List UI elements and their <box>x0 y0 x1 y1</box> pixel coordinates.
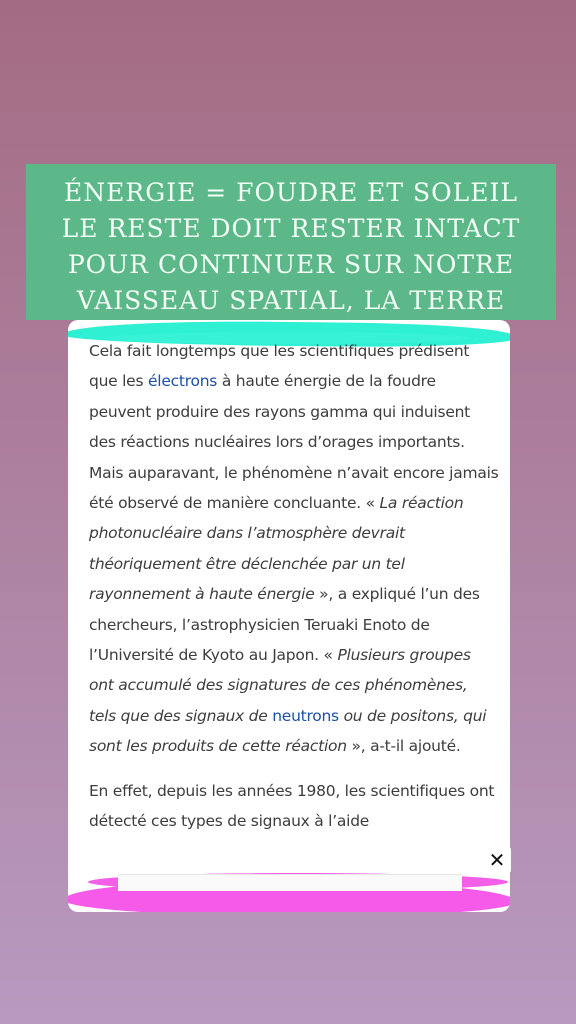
ad-banner-strip <box>118 874 462 891</box>
electrons-link[interactable]: électrons <box>147 372 218 391</box>
neutrons-link[interactable]: neutrons <box>272 706 339 725</box>
quote-text: La réaction photonucléaire dans l’atmosphère devrait théoriquement être déclenchée par un tel rayonnement à haute énergie <box>89 494 464 604</box>
article-paragraph-2: En effet, depuis les années 1980, les scientifiques ont détecté ces types de signaux à l’aide <box>89 781 495 831</box>
headline-line-4: VAISSEAU SPATIAL, LA TERRE <box>76 286 506 315</box>
paragraph-text: », a-t-il ajouté. <box>346 737 461 756</box>
paragraph-text: à haute énergie de la foudre peuvent produire des rayons gamma qui induisent des réactions nucléaires lors d’orages importants. Mais auparavant, le phénomène n’avait encore jamais été observé de manière concluante. « <box>89 372 499 513</box>
article-screenshot-card <box>68 320 510 912</box>
article-paragraph-1 <box>89 336 499 762</box>
quote-text: Plusieurs groupes ont accumulé des signatures de ces phénomènes, tels que des signaux de <box>89 646 471 725</box>
article-body <box>89 336 499 851</box>
close-icon: ✕ <box>488 848 506 872</box>
quote-text: ou de positons, qui sont les produits de cette réaction <box>89 706 487 756</box>
paragraph-text: Cela fait longtemps que les scientifiques prédisent que les <box>89 342 470 391</box>
headline-line-3: POUR CONTINUER SUR NOTRE <box>67 250 515 279</box>
headline-line-2: LE RESTE DOIT RESTER INTACT <box>61 214 521 243</box>
story-headline <box>26 164 556 320</box>
headline-line-1: ÉNERGIE = FOUDRE ET SOLEIL <box>64 178 518 207</box>
close-ad-button[interactable] <box>483 846 511 874</box>
paragraph-text: », a expliqué l’un des chercheurs, l’astrophysicien Teruaki Enoto de l’Université de Kyoto au Japon. « <box>89 585 480 665</box>
